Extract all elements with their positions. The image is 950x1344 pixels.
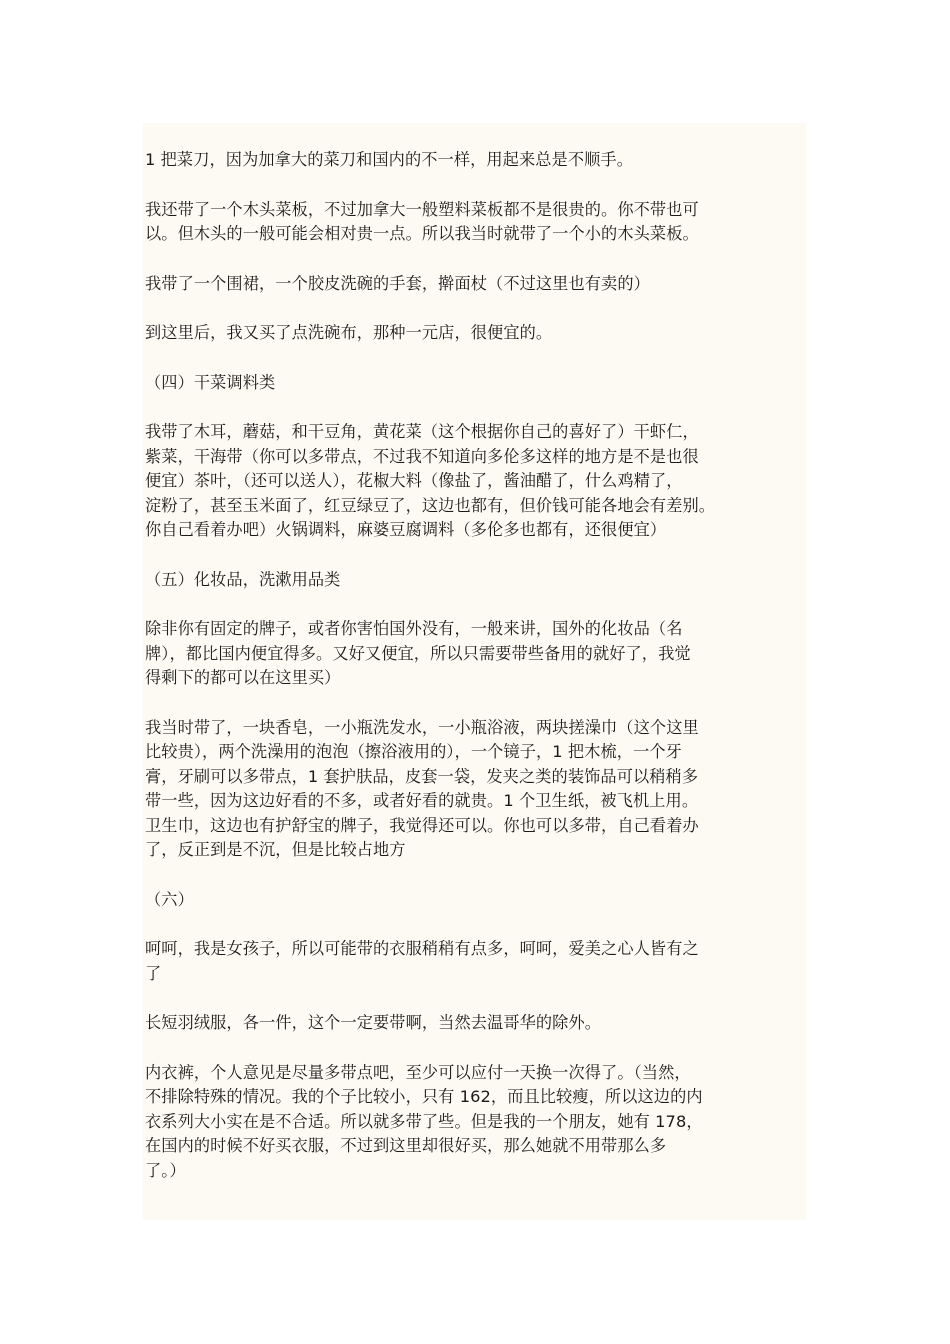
paragraph-line: 牌），都比国内便宜得多。又好又便宜，所以只需要带些备用的就好了，我觉: [145, 643, 691, 663]
paragraph-line: 了: [145, 963, 162, 983]
paragraph: [145, 272, 809, 297]
paragraph-line: 了，反正到是不沉，但是比较占地方: [145, 840, 406, 859]
paragraph-line: 1 把菜刀，因为加拿大的菜刀和国内的不一样，用起来总是不顺手。: [145, 150, 633, 169]
paragraph-line: （六）: [145, 889, 194, 909]
paragraph-line: 以。但木头的一般可能会相对贵一点。所以我当时就带了一个小的木头菜板。: [145, 224, 699, 243]
paragraph-line: 紫菜，干海带（你可以多带点，不过我不知道向多伦多这样的地方是不是也很: [145, 446, 699, 466]
document-body: [145, 148, 809, 1208]
paragraph: [145, 420, 809, 543]
paragraph-line: 长短羽绒服，各一件，这个一定要带啊，当然去温哥华的除外。: [145, 1013, 602, 1032]
paragraph: [145, 371, 809, 396]
paragraph-line: 除非你有固定的牌子，或者你害怕国外没有，一般来讲，国外的化妆品（名: [145, 619, 683, 638]
paragraph-line: 不排除特殊的情况。我的个子比较小，只有 162，而且比较瘦，所以这边的内: [145, 1087, 703, 1106]
paragraph-line: 你自己看着办吧）火锅调料，麻婆豆腐调料（多伦多也都有，还很便宜）: [145, 520, 667, 539]
paragraph: [145, 1011, 809, 1036]
paragraph-line: 比较贵），两个洗澡用的泡泡（擦浴液用的），一个镜子，1 把木梳，一个牙: [145, 742, 682, 761]
paragraph-line: 内衣裤，个人意见是尽量多带点吧，至少可以应付一天换一次得了。（当然，: [145, 1062, 691, 1082]
paragraph-line: 带一些，因为这边好看的不多，或者好看的就贵。1 个卫生纸，被飞机上用。: [145, 791, 699, 810]
paragraph-line: 我当时带了，一块香皂，一小瓶洗发水，一小瓶浴液，两块搓澡巾（这个这里: [145, 717, 699, 737]
paragraph-line: 衣系列大小实在是不合适。所以就多带了些。但是我的一个朋友，她有 178，: [145, 1111, 703, 1131]
paragraph-line: 我还带了一个木头菜板，不过加拿大一般塑料菜板都不是很贵的。你不带也可: [145, 199, 699, 219]
paragraph-line: 便宜）茶叶，（还可以送人），花椒大料（像盐了，酱油醋了，什么鸡精了，: [145, 471, 683, 490]
paragraph: [145, 148, 809, 173]
paragraph-line: 淀粉了，甚至玉米面了，红豆绿豆了，这边也都有，但价钱可能各地会有差别。: [145, 495, 716, 515]
paragraph-line: 我带了木耳，蘑菇，和干豆角，黄花菜（这个根据你自己的喜好了）干虾仁，: [145, 422, 699, 441]
paragraph-line: （四）干菜调料类: [145, 372, 276, 392]
paragraph-line: 膏，牙刷可以多带点，1 套护肤品，皮套一袋，发夹之类的装饰品可以稍稍多: [145, 766, 699, 786]
paragraph-line: 卫生巾，这边也有护舒宝的牌子，我觉得还可以。你也可以多带，自己看着办: [145, 815, 699, 835]
paragraph-line: 了。）: [145, 1160, 186, 1180]
paragraph-line: 得剩下的都可以在这里买）: [145, 668, 341, 687]
paragraph-line: 到这里后，我又买了点洗碗布，那种一元店，很便宜的。: [145, 323, 553, 342]
paragraph: [145, 888, 809, 913]
paragraph: [145, 321, 809, 346]
paragraph-line: 呵呵，我是女孩子，所以可能带的衣服稍稍有点多，呵呵，爱美之心人皆有之: [145, 939, 699, 958]
paragraph: [145, 937, 809, 986]
paragraph-line: 在国内的时候不好买衣服，不过到这里却很好买，那么她就不用带那么多: [145, 1136, 667, 1155]
paragraph-line: （五）化妆品，洗漱用品类: [145, 569, 341, 589]
paragraph: [145, 617, 809, 691]
paragraph: [145, 568, 809, 593]
paragraph-line: 我带了一个围裙，一个胶皮洗碗的手套，擀面杖（不过这里也有卖的）: [145, 273, 650, 293]
paragraph: [145, 198, 809, 247]
paragraph: [145, 716, 809, 863]
paragraph: [145, 1061, 809, 1184]
